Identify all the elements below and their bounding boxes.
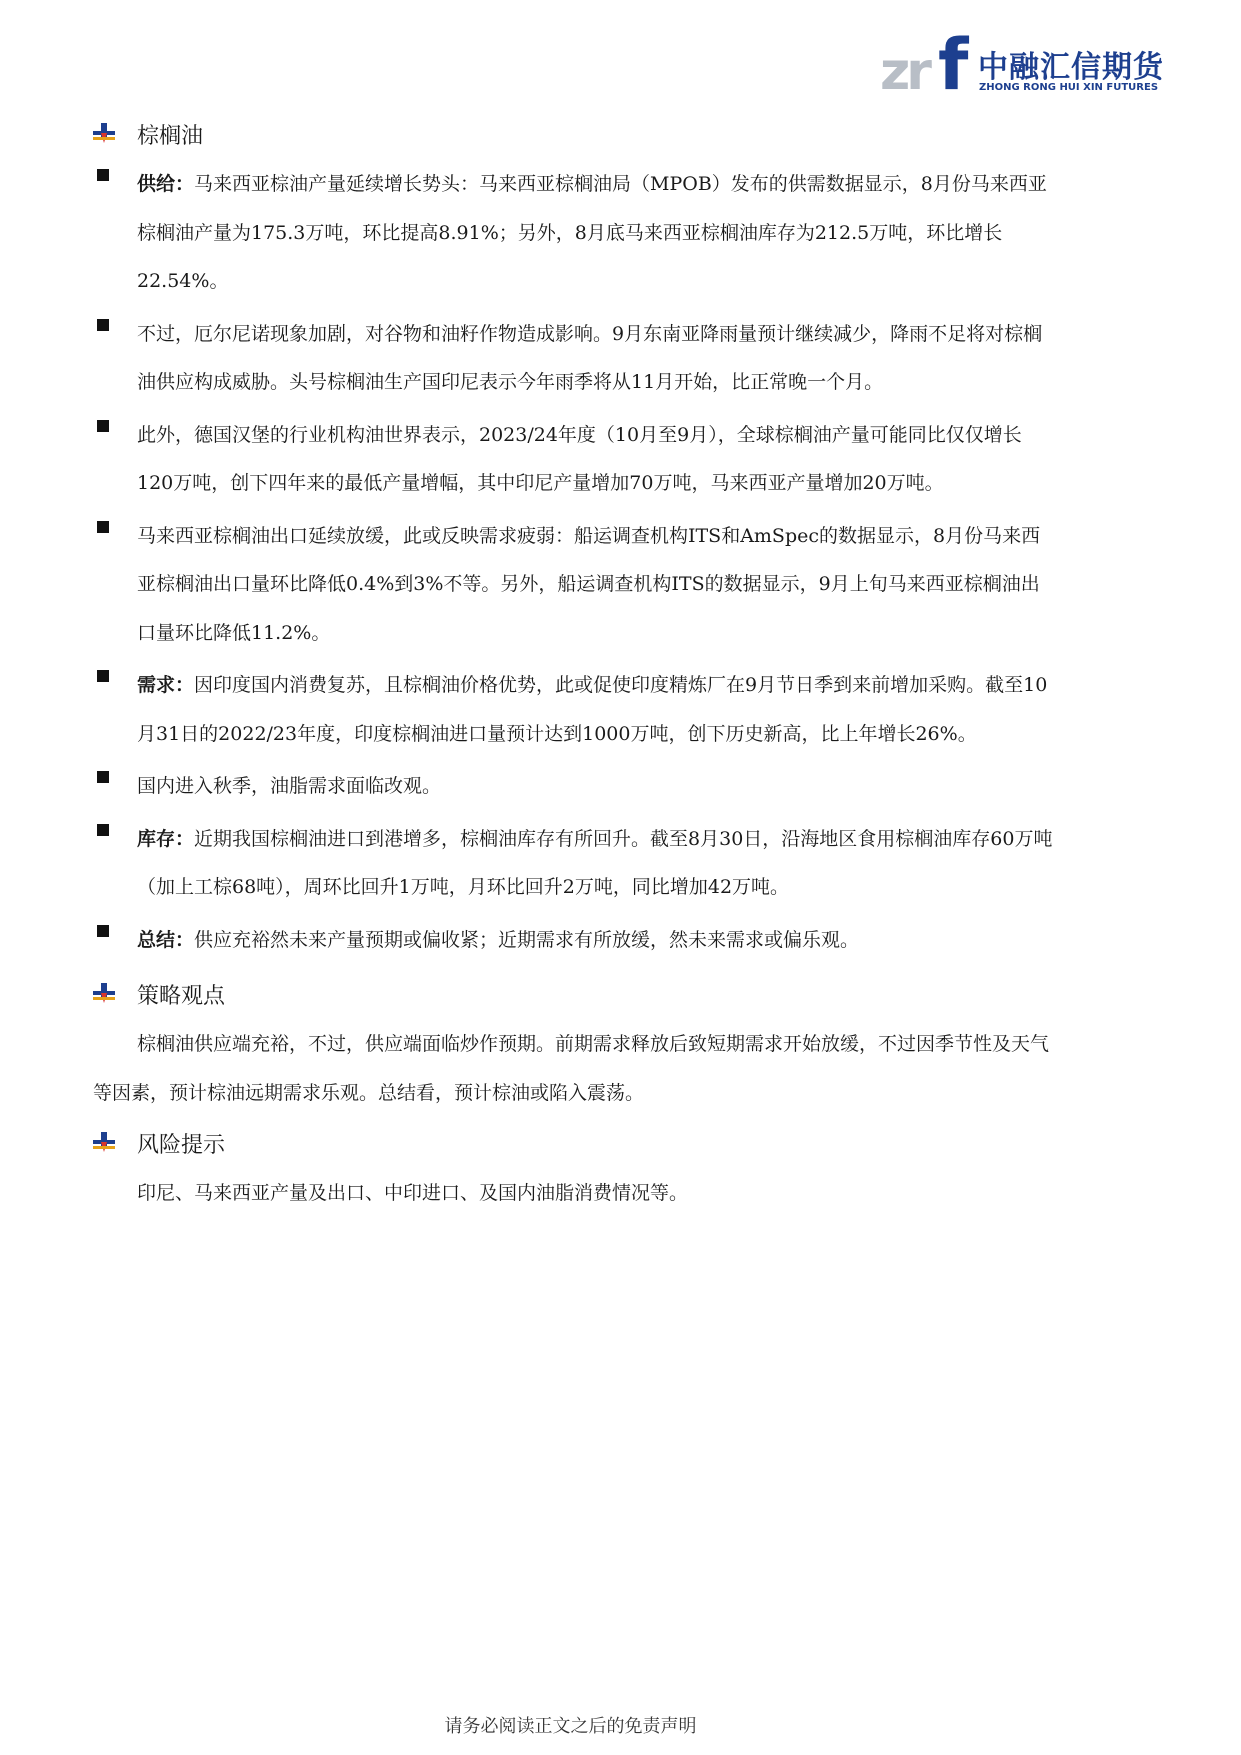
bullet-square-icon bbox=[93, 916, 137, 937]
disclaimer-notice: 请务必阅读正文之后的免责声明 bbox=[444, 1716, 697, 1737]
section-heading-strategy bbox=[93, 968, 1053, 1020]
bullet-text: 近期我国棕榈油进口到港增多，棕榈油库存有所回升。截至8月30日，沿海地区食用棕榈油库存60万吨（加上工棕68吨），周环比回升1万吨，月环比回升2万吨，同比增加42万吨。 bbox=[137, 827, 1053, 898]
section-title: 棕榈油 bbox=[137, 123, 204, 149]
bullet-text: 国内进入秋季，油脂需求面临改观。 bbox=[137, 775, 442, 797]
list-item bbox=[93, 762, 1053, 811]
bullet-label: 需求： bbox=[137, 674, 195, 696]
bullet-square-icon bbox=[93, 160, 137, 181]
list-item bbox=[93, 160, 1053, 306]
bullet-square-icon bbox=[93, 762, 137, 783]
section-heading-palm-oil bbox=[93, 108, 1053, 160]
page-footer bbox=[0, 1712, 1241, 1738]
risk-paragraph: 印尼、马来西亚产量及出口、中印进口、及国内油脂消费情况等。 bbox=[137, 1182, 689, 1204]
bullet-label: 库存： bbox=[137, 827, 195, 850]
logo-mark-f: f bbox=[938, 24, 969, 106]
bullet-square-icon bbox=[93, 411, 137, 432]
section-marker-icon bbox=[93, 1128, 137, 1158]
list-item bbox=[93, 815, 1053, 912]
list-item bbox=[93, 512, 1053, 658]
section-title: 风险提示 bbox=[137, 1132, 226, 1158]
bullet-text: 此外，德国汉堡的行业机构油世界表示，2023/24年度（10月至9月），全球棕榈油产量可能同比仅仅增长120万吨，创下四年来的最低产量增幅，其中印尼产量增加70万吨，马来西亚产量增加20万吨。 bbox=[137, 423, 1022, 494]
list-item bbox=[93, 310, 1053, 407]
list-item bbox=[93, 411, 1053, 508]
logo-name-cn: 中融汇信期货 bbox=[978, 50, 1164, 85]
section-title: 策略观点 bbox=[137, 983, 226, 1009]
list-item bbox=[93, 661, 1053, 758]
section-marker-icon bbox=[93, 979, 137, 1009]
section-marker-icon bbox=[93, 119, 137, 149]
bullet-text: 马来西亚棕榈油出口延续放缓，此或反映需求疲弱：船运调查机构ITS和AmSpec的数据显示，8月份马来西亚棕榈油出口量环比降低0.4%到3%不等。另外，船运调查机构ITS的数据显示，9月上旬马来西亚棕榈油出口量环比降低11.2%。 bbox=[137, 524, 1041, 644]
strategy-paragraph: 棕榈油供应端充裕，不过，供应端面临炒作预期。前期需求释放后致短期需求开始放缓，不过因季节性及天气等因素，预计棕油远期需求乐观。总结看，预计棕油或陷入震荡。 bbox=[93, 1033, 1050, 1104]
report-body bbox=[93, 108, 1053, 1218]
bullet-text: 马来西亚棕油产量延续增长势头：马来西亚棕榈油局（MPOB）发布的供需数据显示，8月份马来西亚棕榈油产量为175.3万吨，环比提高8.91%；另外，8月底马来西亚棕榈油库存为212.5万吨，环比增长22.54%。 bbox=[137, 173, 1047, 292]
bullet-label: 总结： bbox=[137, 928, 195, 951]
bullet-square-icon bbox=[93, 661, 137, 682]
bullet-text: 供应充裕然未来产量预期或偏收紧；近期需求有所放缓，然未来需求或偏乐观。 bbox=[194, 928, 860, 951]
section-heading-risk bbox=[93, 1117, 1053, 1169]
bullet-square-icon bbox=[93, 310, 137, 331]
bullet-label: 供给： bbox=[137, 173, 195, 195]
list-item bbox=[93, 916, 1053, 965]
bullet-text: 不过，厄尔尼诺现象加剧，对谷物和油籽作物造成影响。9月东南亚降雨量预计继续减少，降雨不足将对棕榈油供应构成威胁。头号棕榈油生产国印尼表示今年雨季将从11月开始，比正常晚一个月。 bbox=[137, 322, 1043, 393]
company-logo bbox=[880, 24, 1180, 106]
bullet-square-icon bbox=[93, 512, 137, 533]
bullet-text: 因印度国内消费复苏，且棕榈油价格优势，此或促使印度精炼厂在9月节日季到来前增加采购。截至10月31日的2022/23年度，印度棕榈油进口量预计达到1000万吨，创下历史新高，比上年增长26%。 bbox=[137, 674, 1048, 745]
logo-name-en: ZHONG RONG HUI XIN FUTURES bbox=[979, 82, 1159, 93]
bullet-square-icon bbox=[93, 815, 137, 836]
logo-mark-zr: zr bbox=[880, 42, 928, 102]
